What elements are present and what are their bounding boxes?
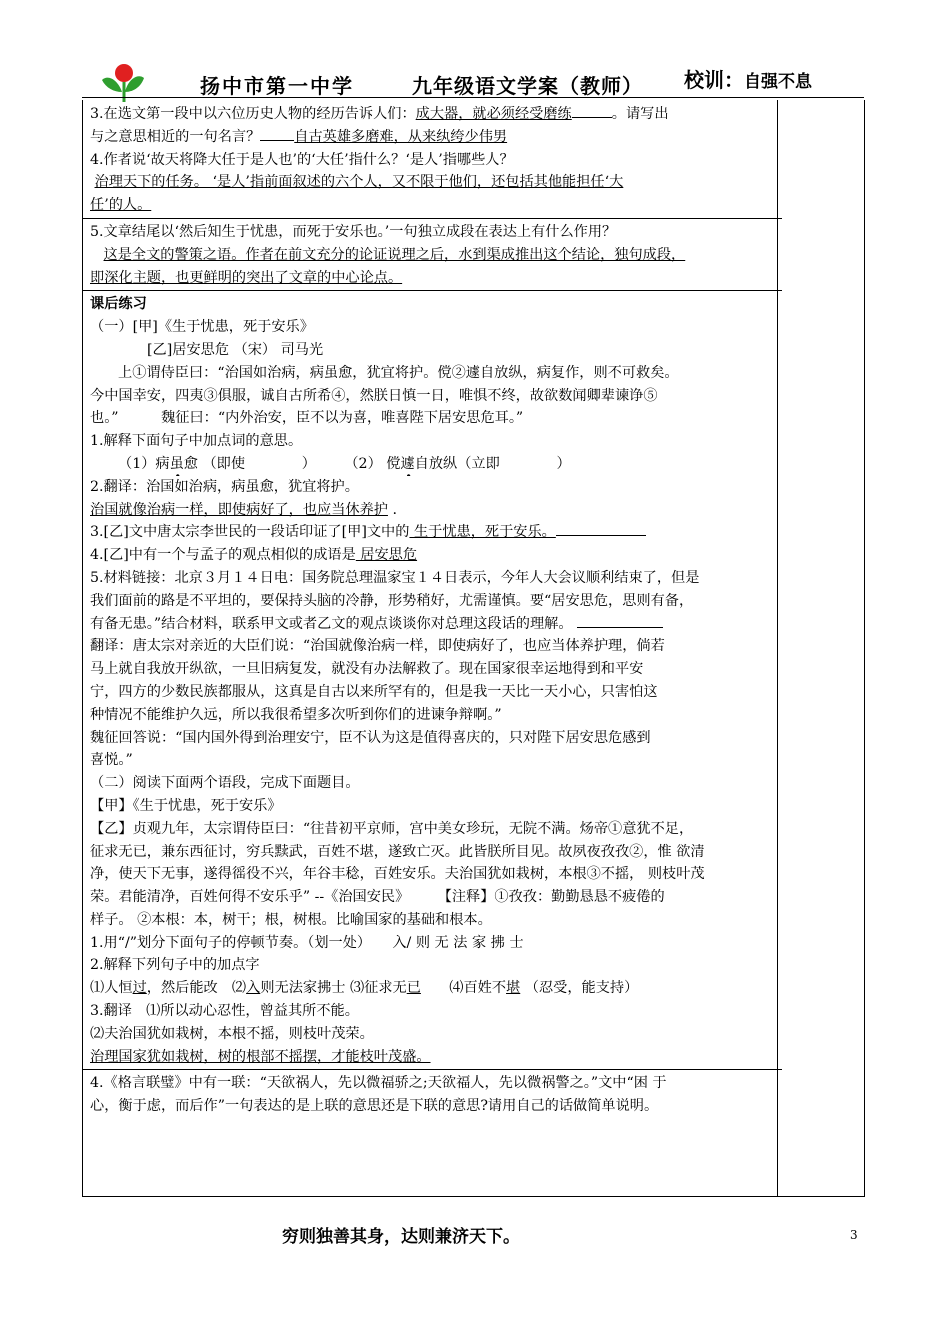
line: ⑵夫治国犹如栽树，本根不摇，则枝叶茂荣。	[90, 1025, 374, 1042]
line: 种情况不能维护久远，所以我很希望多次听到你们的进谏争辩啊。”	[90, 706, 502, 723]
line: （一）[甲]《生于忧患，死于安乐》	[90, 319, 314, 336]
line: 上①谓侍臣曰：“治国如治病，病虽愈，犹宜将护。傥②遽自放纵，病复作，则不可救矣。	[118, 364, 679, 381]
worksheet-content	[90, 103, 774, 1118]
page-header	[92, 58, 862, 98]
line: 2.翻译：治国如治病，病虽愈，犹宜将护。	[90, 478, 359, 495]
school-motto	[684, 64, 812, 93]
line: 魏征回答说：“国内国外得到治理安宁，臣不认为这是值得喜庆的，只对陛下居安思危感到	[90, 729, 651, 746]
line: [乙]居安思危 （宋） 司马光	[147, 341, 324, 358]
answer-line: 治理天下的任务。 ‘是人’指前面叙述的六个人，又不限于他们，还包括其他能担任‘大	[94, 174, 624, 191]
line: 4.作者说‘故天将降大任于是人也’的‘大任’指什么？‘是人’指哪些人？	[90, 151, 514, 168]
line: 净，使天下无事，遂得徭役不兴，年谷丰稔，百姓安乐。夫治国犹如栽树，本根③不摇， 则枝叶茂	[90, 866, 705, 883]
line: 3.[乙]文中唐太宗李世民的一段话印证了[甲]文中的 生于忧患，死于安乐。	[90, 521, 774, 544]
line: 荣。君能清净，百姓何得不安乐乎” --《治国安民》 【注释】①孜孜：勤勤恳恳不疲倦的	[90, 889, 665, 906]
motto-label: 校训：	[684, 68, 744, 92]
line: （二）阅读下面两个语段，完成下面题目。	[90, 775, 360, 792]
line: 今中国幸安，四夷③俱服，诚自古所希④，然朕日慎一日，唯惧不终，故欲数闻卿辈谏诤⑤	[90, 387, 658, 404]
line: 1.解释下面句子中加点词的意思。	[90, 433, 303, 450]
line: 1.用“/”划分下面句子的停顿节奏。（划一处） 入/ 则 无 法 家 拂 士	[90, 934, 524, 951]
course-title: 九年级语文学案（教师）	[412, 74, 643, 98]
motto-text: 自强不息	[744, 72, 812, 92]
line: 4.[乙]中有一个与孟子的观点相似的成语是 居安思危	[90, 547, 418, 564]
line: 与之意思相近的一句名言？ 自古英雄多磨难，从来纨绔少伟男	[90, 126, 774, 149]
line: 【甲】《生于忧患，死于安乐》	[90, 797, 282, 814]
notes-column-divider	[777, 100, 778, 1197]
line: ⑴人恒过，然后能改 ⑵入则无法家拂士 ⑶征求无已 ⑷百姓不堪 （忍受，能支持）	[90, 980, 639, 997]
line: 心，衡于虑，而后作”一句表达的是上联的意思还是下联的意思?请用自己的话做简单说明。	[90, 1098, 659, 1115]
line: 我们面前的路是不平坦的，要保持头脑的冷静，形势稍好，尤需谨慎。要“居安思危，思则有备，	[90, 592, 694, 609]
answer-line: 治国就像治病一样，即使病好了，也应当休养护 .	[90, 501, 397, 518]
line: 有备无患。”结合材料，联系甲文或者乙文的观点谈谈你对总理这段话的理解。	[90, 613, 774, 636]
footer-slogan: 穷则独善其身，达则兼济天下。	[282, 1227, 520, 1247]
header-rule	[82, 97, 864, 98]
line: 翻译：唐太宗对亲近的大臣们说：“治国就像治病一样，即使病好了，也应当体养护理，倘若	[90, 638, 665, 655]
line: 4.《格言联璧》中有一联：“天欲祸人，先以微福骄之;天欲福人，先以微祸警之。”文中“困 于	[90, 1075, 667, 1092]
line: 宁，四方的少数民族都服从，这真是自古以来所罕有的，但是我一天比一天小心，只害怕这	[90, 683, 658, 700]
answer-line: 这是全文的警策之语。作者在前文充分的论证说理之后，水到渠成推出这个结论，独句成段，	[103, 246, 686, 263]
line: 3.在选文第一段中以六位历史人物的经历告诉人们：成大器，就必须经受磨练 。请写出	[90, 103, 774, 126]
line: 3.翻译 ⑴所以动心忍性，曾益其所不能。	[90, 1003, 359, 1020]
line: 马上就自我放开纵欲，一旦旧病复发，就没有办法解救了。现在国家很幸运地得到和平安	[90, 661, 644, 678]
line: 5.材料链接：北京３月１４日电：国务院总理温家宝１４日表示，今年人大会议顺利结束了，但是	[90, 569, 700, 586]
answer-line: 任’的人。	[90, 197, 152, 214]
line: 样子。 ②本根：本，树干；根，树根。比喻国家的基础和根本。	[90, 911, 492, 928]
line: 喜悦。”	[90, 752, 133, 769]
line: （1）病虽愈 （即使 ） （2） 傥遽自放纵（立即 ）	[118, 455, 571, 472]
answer-line: 治理国家犹如栽树，树的根部不摇摆，才能枝叶茂盛。	[90, 1048, 431, 1065]
line: 【乙】贞观九年，太宗谓侍臣曰：“往昔初平京师，宫中美女珍玩，无院不满。炀帝①意犹不足，	[90, 820, 694, 837]
page-number: 3	[850, 1228, 858, 1242]
section-heading: 课后练习	[90, 296, 147, 313]
line: 2.解释下列句子中的加点字	[90, 957, 260, 974]
school-name: 扬中市第一中学	[200, 74, 354, 98]
line: 也。” 魏征曰：“内外治安，臣不以为喜，唯喜陛下居安思危耳。”	[90, 410, 524, 427]
line: 5.文章结尾以‘然后知生于忧患，而死于安乐也。’一句独立成段在表达上有什么作用？	[90, 223, 617, 240]
answer-line: 即深化主题，也更鲜明的突出了文章的中心论点。	[90, 269, 403, 286]
line: 征求无已，兼东西征讨，穷兵黩武，百姓不堪，遂致亡灭。此皆朕所目见。故夙夜孜孜②，惟 欲清	[90, 843, 705, 860]
school-logo	[98, 62, 146, 102]
